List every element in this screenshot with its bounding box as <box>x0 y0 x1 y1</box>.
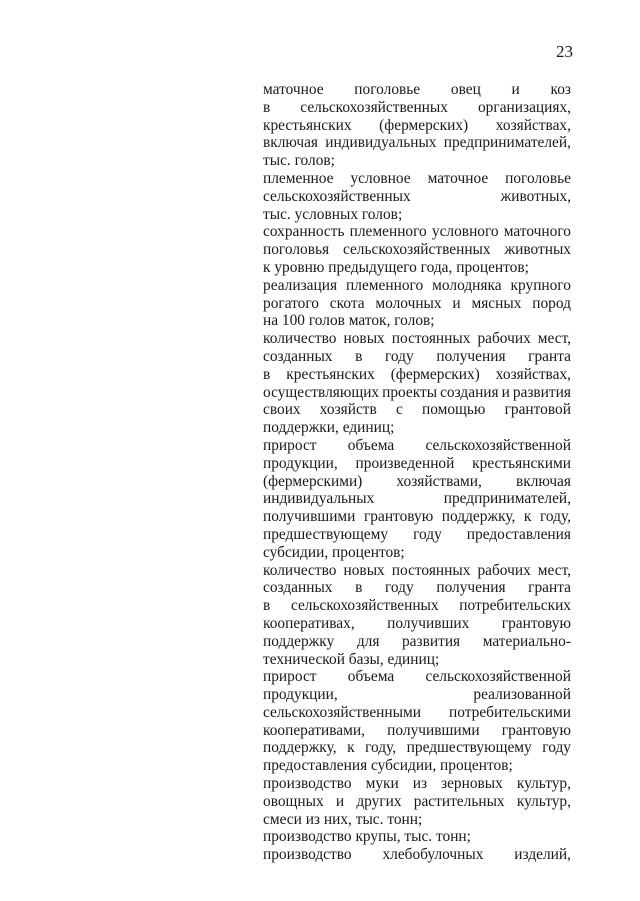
word: реализация <box>263 276 338 294</box>
list-item <box>263 846 571 864</box>
text-line <box>263 651 571 669</box>
word: культур, <box>516 792 571 810</box>
word: молочных <box>375 294 442 312</box>
word: культур, <box>516 775 571 793</box>
word: пород <box>532 294 571 312</box>
word: крестьянских <box>286 365 375 383</box>
text-line <box>263 846 571 864</box>
text-line <box>263 134 571 152</box>
word: году <box>385 579 414 597</box>
text-line <box>263 312 571 330</box>
word: изделий, <box>514 846 571 864</box>
text-line <box>263 526 571 544</box>
word: скота <box>329 294 365 312</box>
text-line <box>263 223 571 241</box>
word: и <box>501 383 510 401</box>
list-item <box>263 775 571 828</box>
line-text: тыс. голов; <box>263 152 335 170</box>
word: и <box>335 792 345 810</box>
text-line <box>263 668 571 686</box>
word: условное <box>350 169 411 187</box>
word: включая <box>515 472 571 490</box>
word: количество <box>263 330 337 348</box>
word: сельскохозяйственной <box>425 436 571 454</box>
word: продукции, <box>263 454 338 472</box>
word: (фермерскими) <box>263 472 363 490</box>
word: условного <box>431 223 499 241</box>
word: в <box>355 347 363 365</box>
text-line <box>263 330 571 348</box>
word: количество <box>263 561 337 579</box>
text-line <box>263 348 571 366</box>
word: к <box>347 739 355 757</box>
word: хлебобулочных <box>382 846 484 864</box>
word: году, <box>539 508 571 526</box>
word: для <box>356 632 380 650</box>
word: поголовье <box>505 169 571 187</box>
word: потребительскими <box>448 703 571 721</box>
word: животных, <box>500 187 571 205</box>
word: грантовой <box>504 401 571 419</box>
word: сельскохозяйственной <box>425 668 571 686</box>
word: маточное <box>427 169 489 187</box>
word: получения <box>436 347 506 365</box>
text-line <box>263 828 571 846</box>
text-line <box>263 419 571 437</box>
word: животных <box>504 241 571 259</box>
word: грантовую <box>501 721 571 739</box>
word: хозяйствах, <box>495 116 571 134</box>
text-line <box>263 562 571 580</box>
word: прирост <box>263 436 317 454</box>
word: развития <box>512 383 571 401</box>
word: в <box>355 579 363 597</box>
text-line <box>263 633 571 651</box>
word: объема <box>347 668 395 686</box>
word: своих <box>263 401 301 419</box>
text-line <box>263 401 571 419</box>
word: получившими <box>387 721 480 739</box>
line-text: субсидии, процентов; <box>263 543 405 561</box>
line-text: на 100 голов маток, голов; <box>263 312 435 330</box>
word: включая <box>263 134 318 152</box>
word: проекты <box>382 383 438 401</box>
word: с <box>395 401 403 419</box>
text-line <box>263 188 571 206</box>
text-line <box>263 99 571 117</box>
word: других <box>356 792 402 810</box>
text-line <box>263 295 571 313</box>
word: поддержку <box>263 632 335 650</box>
text-line <box>263 455 571 473</box>
word: производство <box>263 846 352 864</box>
word: маточное <box>263 81 324 98</box>
word: в <box>263 98 271 116</box>
list-item <box>263 828 571 846</box>
word: прирост <box>263 668 317 686</box>
text-line <box>263 544 571 562</box>
line-text: тыс. условных голов; <box>263 205 403 223</box>
word: мест, <box>537 561 571 579</box>
word: продукции, <box>263 686 338 704</box>
word: (фермерских) <box>390 365 480 383</box>
text-line <box>263 241 571 259</box>
word: поголовье <box>354 81 421 98</box>
word: производство <box>263 775 352 793</box>
word: зерновых <box>441 775 503 793</box>
text-line <box>263 366 571 384</box>
word: году <box>542 739 571 757</box>
text-line <box>263 81 571 99</box>
text-line <box>263 384 571 402</box>
text-line <box>263 739 571 757</box>
line-text: технической базы, единиц; <box>263 650 440 668</box>
word: помощью <box>421 401 486 419</box>
word: индивидуальных <box>263 490 375 508</box>
word: сельскохозяйственных <box>300 98 448 116</box>
word: организациях, <box>477 98 571 116</box>
word: сохранность <box>263 223 345 241</box>
text-line <box>263 473 571 491</box>
text-line <box>263 686 571 704</box>
word: предшествующему <box>263 525 389 543</box>
text-line <box>263 117 571 135</box>
word: коз <box>550 81 571 98</box>
text-line <box>263 490 571 508</box>
text-line <box>263 615 571 633</box>
line-text: предоставления субсидии, процентов; <box>263 757 513 775</box>
word: племенного <box>346 276 424 294</box>
text-line <box>263 722 571 740</box>
word: крестьянских <box>263 116 352 134</box>
list-item <box>263 668 571 775</box>
word: мясных <box>471 294 522 312</box>
word: получения <box>436 579 506 597</box>
text-line <box>263 757 571 775</box>
word: к <box>523 508 532 526</box>
word: году <box>413 525 442 543</box>
word: муки <box>365 775 399 793</box>
word: созданных <box>263 347 333 365</box>
word: предшествующему <box>406 739 532 757</box>
text-line <box>263 704 571 722</box>
word: поддержку, <box>441 508 516 526</box>
text-line <box>263 152 571 170</box>
line-text: производство крупы, тыс. тонн; <box>263 828 471 846</box>
word: грантовую <box>501 614 571 632</box>
text-line <box>263 508 571 526</box>
word: развития <box>401 632 461 650</box>
word: постоянных <box>391 561 471 579</box>
text-line <box>263 793 571 811</box>
list-item <box>263 223 571 276</box>
word: году <box>385 347 414 365</box>
word: создания <box>440 383 499 401</box>
text-line <box>263 259 571 277</box>
word: (фермерских) <box>379 116 469 134</box>
word: поддержку, <box>263 739 337 757</box>
word: сельскохозяйственными <box>263 703 421 721</box>
word: созданных <box>263 579 333 597</box>
word: кооперативами, <box>263 721 365 739</box>
word: из <box>412 775 428 793</box>
word: материально- <box>482 632 571 650</box>
word: овощных <box>263 792 324 810</box>
word: гранта <box>528 579 571 597</box>
word: объема <box>347 436 395 454</box>
word: хозяйствами, <box>396 472 482 490</box>
word: в <box>263 597 271 615</box>
word: получившими <box>263 508 356 526</box>
text-line <box>263 277 571 295</box>
word: племенное <box>263 169 334 187</box>
word: в <box>263 365 271 383</box>
word: предоставления <box>466 525 571 543</box>
word: предпринимателей, <box>443 490 571 508</box>
word: поголовья <box>263 241 330 259</box>
line-text: к уровню предыдущего года, процентов; <box>263 258 529 276</box>
word: крупного <box>510 276 571 294</box>
word: и <box>511 81 520 98</box>
word: реализованной <box>473 686 571 704</box>
word: мест, <box>537 330 571 348</box>
word: хозяйствах, <box>495 365 571 383</box>
word: грантовую <box>363 508 434 526</box>
word: и <box>452 294 461 312</box>
list-item <box>263 170 571 223</box>
line-text: поддержки, единиц; <box>263 419 395 437</box>
word: году, <box>365 739 397 757</box>
word: племенного <box>349 223 427 241</box>
word: постоянных <box>391 330 471 348</box>
word: молодняка <box>432 276 502 294</box>
list-item <box>263 562 571 669</box>
text-line <box>263 811 571 829</box>
document-body <box>263 81 571 864</box>
word: крестьянскими <box>472 454 571 472</box>
word: произведенной <box>355 454 455 472</box>
word: индивидуальных <box>325 134 437 152</box>
word: рабочих <box>477 330 531 348</box>
word: кооперативах, <box>263 614 355 632</box>
list-item <box>263 330 571 437</box>
text-line <box>263 579 571 597</box>
list-item <box>263 81 571 170</box>
word: рогатого <box>263 294 319 312</box>
text-line <box>263 597 571 615</box>
word: осуществляющих <box>263 383 380 401</box>
word: получивших <box>387 614 470 632</box>
word: сельскохозяйственных <box>290 597 439 615</box>
word: растительных <box>413 792 505 810</box>
word: предпринимателей, <box>443 134 571 152</box>
line-text: смеси из них, тыс. тонн; <box>263 810 423 828</box>
page-number: 23 <box>556 42 573 61</box>
word: овец <box>450 81 481 98</box>
text-line <box>263 775 571 793</box>
list-item <box>263 277 571 330</box>
word: рабочих <box>477 561 531 579</box>
text-line <box>263 170 571 188</box>
word: новых <box>343 561 385 579</box>
word: сельскохозяйственных <box>263 187 411 205</box>
word: маточного <box>503 223 571 241</box>
word: потребительских <box>459 597 571 615</box>
word: гранта <box>528 347 571 365</box>
text-line <box>263 206 571 224</box>
text-line <box>263 437 571 455</box>
word: хозяйств <box>319 401 377 419</box>
word: сельскохозяйственных <box>342 241 491 259</box>
list-item <box>263 437 571 562</box>
word: новых <box>343 330 385 348</box>
